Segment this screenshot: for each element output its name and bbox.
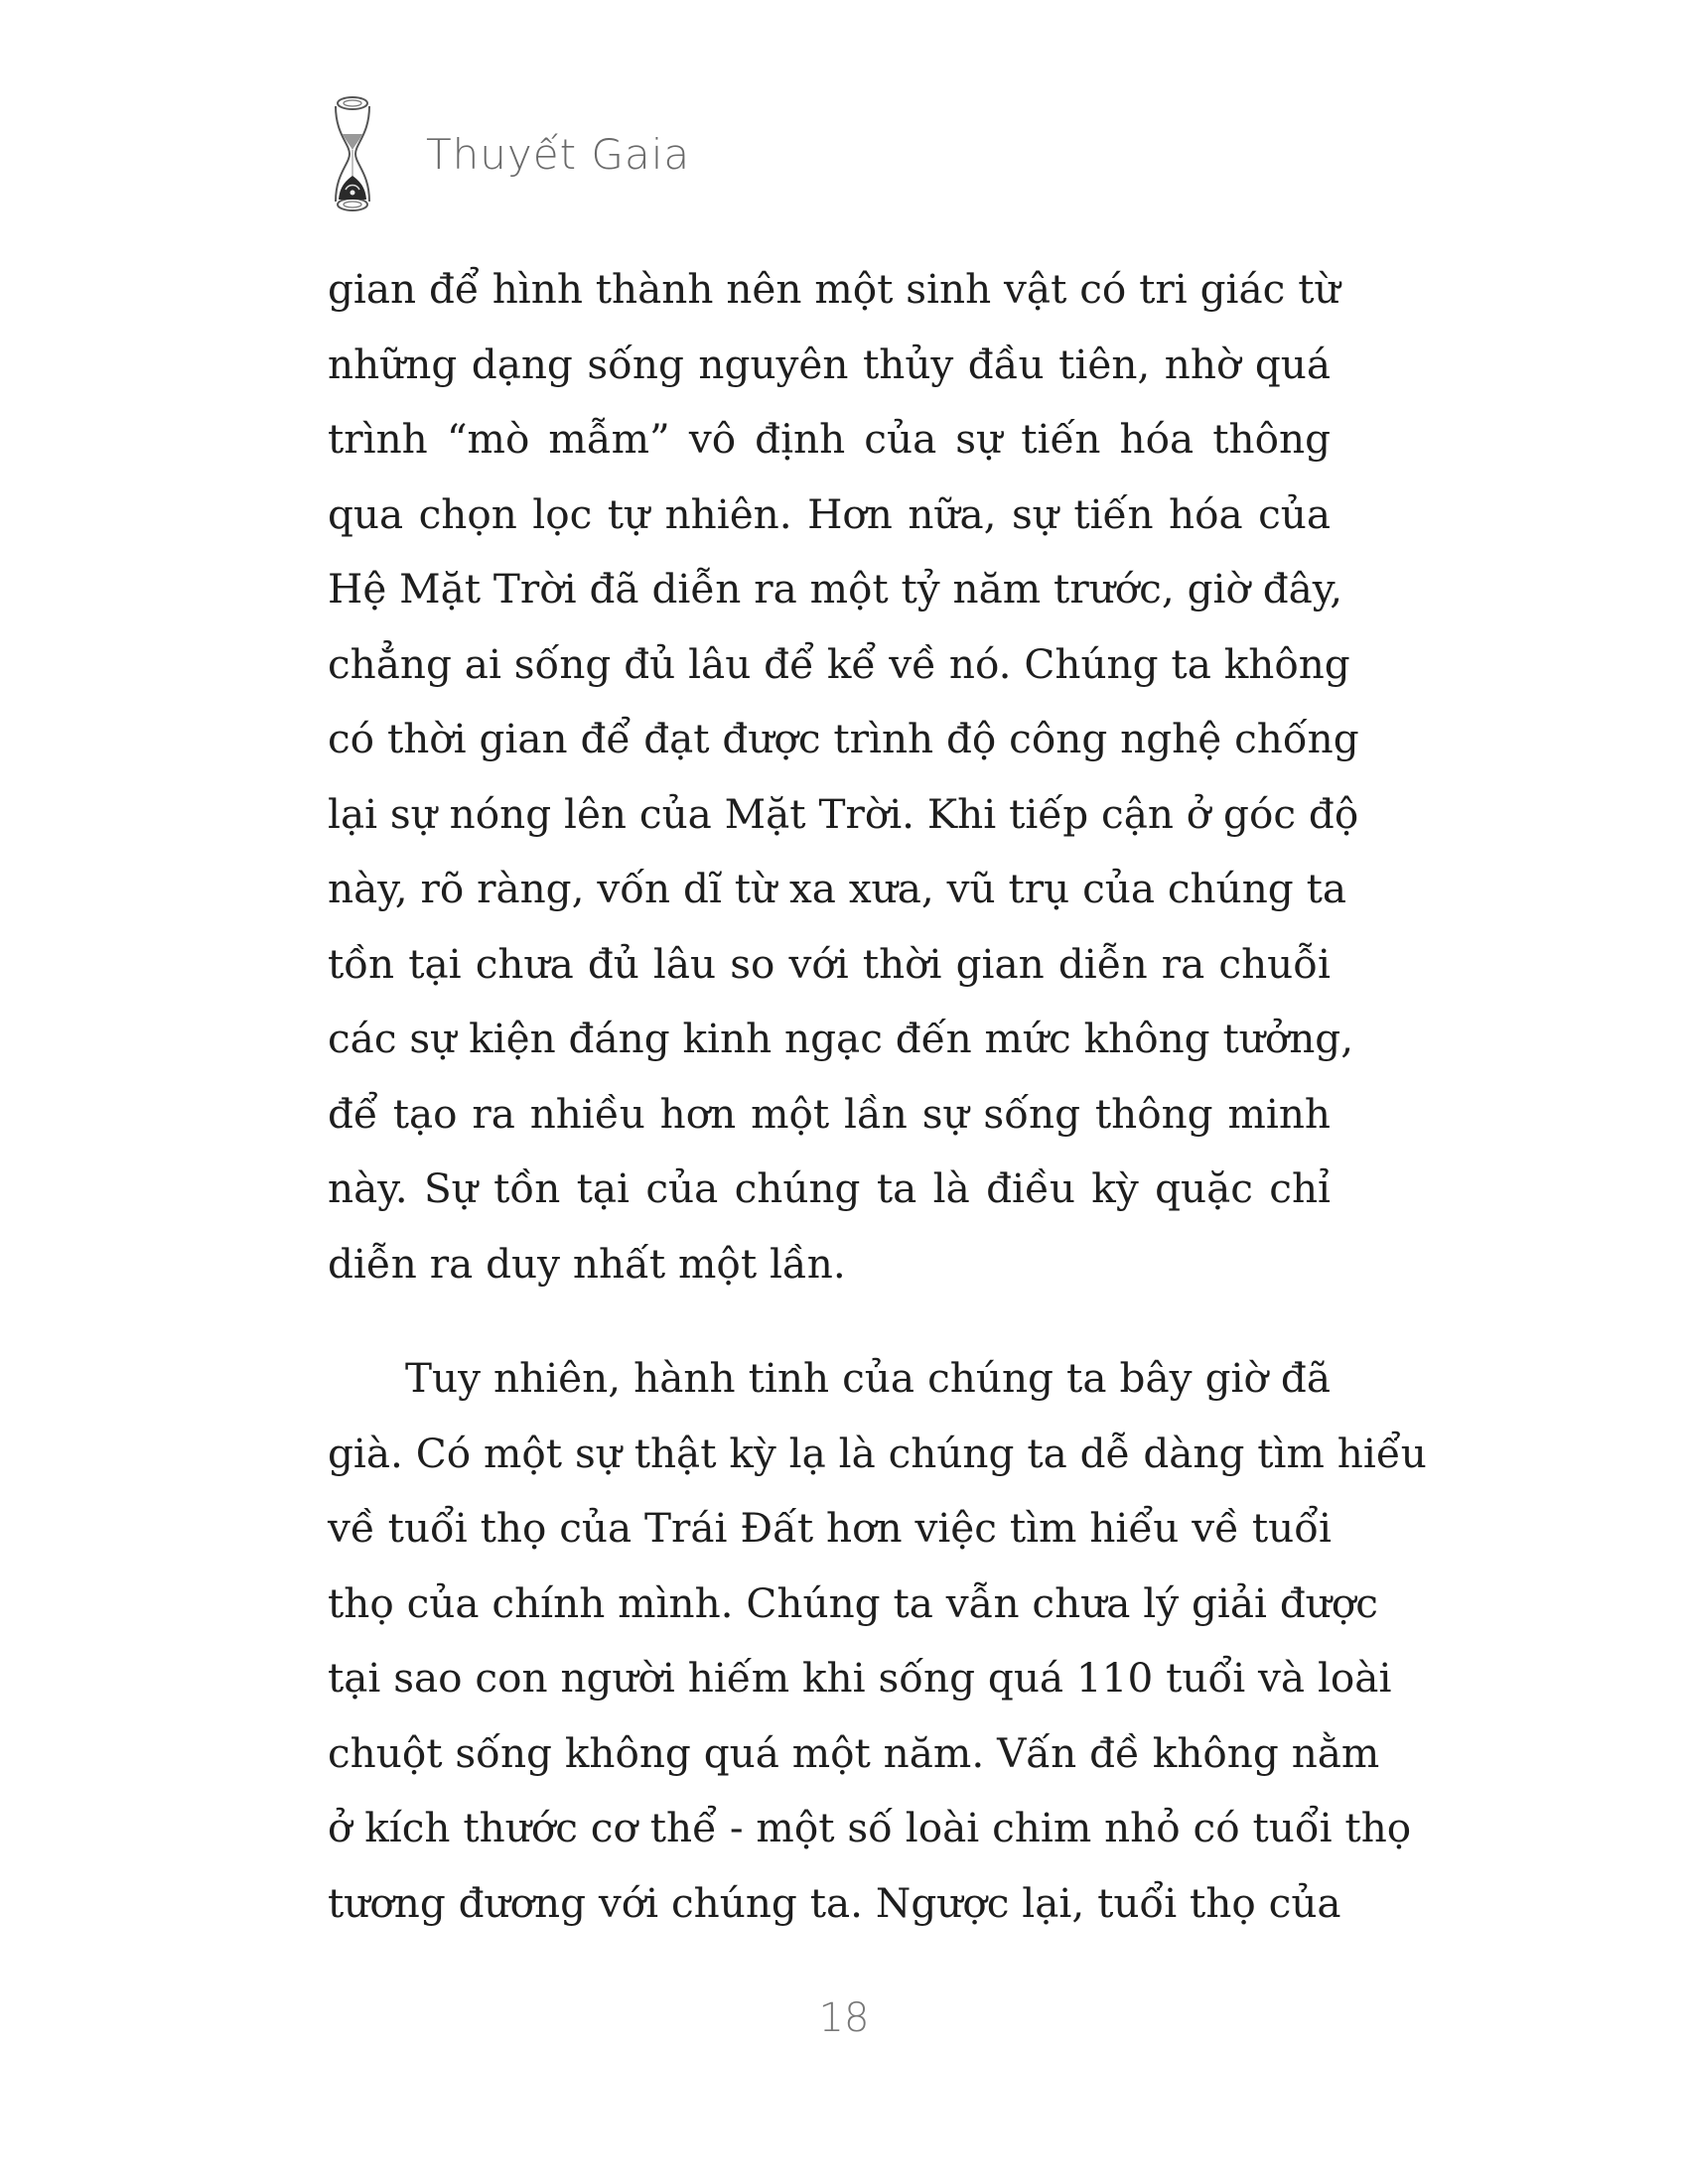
body-text [328,252,1427,1941]
text-line: tương đương với chúng ta. Ngược lại, tuổi thọ của [328,1878,1341,1927]
text-line: tại sao con người hiếm khi sống quá 110 tuổi và loài [328,1654,1392,1702]
page-number: 18 [818,1995,870,2041]
text-line: để tạo ra nhiều hơn một lần sự sống thông minh [328,1089,1331,1138]
text-line: có thời gian để đạt được trình độ công nghệ chống [328,715,1359,762]
paragraph [328,252,1359,1301]
text-line: tồn tại chưa đủ lâu so với thời gian diễn ra chuỗi [328,939,1331,988]
running-header [331,94,690,213]
text-line: Tuy nhiên, hành tinh của chúng ta bây giờ đã [405,1354,1331,1402]
text-line: qua chọn lọc tự nhiên. Hơn nữa, sự tiến hóa của [328,489,1331,538]
text-line: Hệ Mặt Trời đã diễn ra một tỷ năm trước, giờ đây, [328,565,1343,613]
hourglass-icon [331,94,374,213]
text-line: lại sự nóng lên của Mặt Trời. Khi tiếp cận ở góc độ [328,789,1359,838]
text-line: chẳng ai sống đủ lâu để kể về nó. Chúng ta không [328,639,1350,688]
text-line: này. Sự tồn tại của chúng ta là điều kỳ quặc chỉ [328,1164,1331,1212]
text-line: thọ của chính mình. Chúng ta vẫn chưa lý giải được [328,1578,1378,1627]
text-line: diễn ra duy nhất một lần. [328,1239,846,1288]
text-line: chuột sống không quá một năm. Vấn đề không nằm [328,1728,1380,1777]
text-line: về tuổi thọ của Trái Đất hơn việc tìm hiểu về tuổi [328,1504,1332,1552]
text-line: già. Có một sự thật kỳ lạ là chúng ta dễ dàng tìm hiểu [328,1429,1427,1477]
paragraph-gap [328,1301,1331,1341]
text-line: những dạng sống nguyên thủy đầu tiên, nhờ quá [328,340,1331,388]
text-line: các sự kiện đáng kinh ngạc đến mức không tưởng, [328,1015,1354,1062]
text-line: ở kích thước cơ thể - một số loài chim nhỏ có tuổi thọ [328,1804,1412,1851]
text-line: trình “mò mẫm” vô định của sự tiến hóa thông [328,415,1331,463]
paragraph [328,1341,1427,1941]
text-line: này, rõ ràng, vốn dĩ từ xa xưa, vũ trụ của chúng ta [328,865,1347,912]
text-line: gian để hình thành nên một sinh vật có tri giác từ [328,265,1340,313]
running-header-title: Thuyết Gaia [426,129,691,179]
